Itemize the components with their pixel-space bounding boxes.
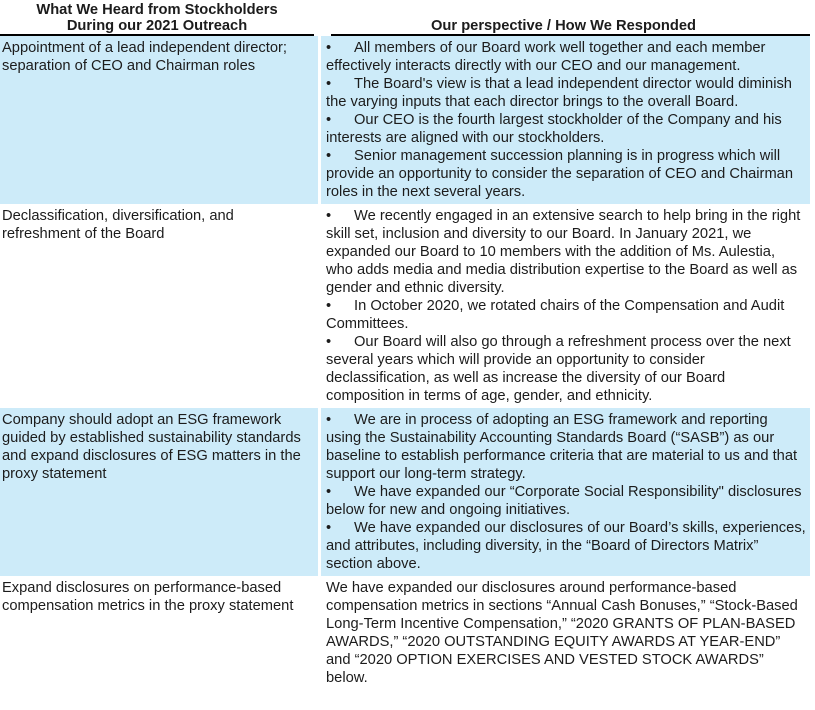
- response-cell: [321, 36, 810, 204]
- response-item-text: Our Board will also go through a refreshment process over the next several years which will provide an opportunity to consider declassification, as well as increase the diversity of our Board composition in terms of age, gender, and ethnicity.: [326, 334, 791, 404]
- header-left-line-1: What We Heard from Stockholders: [36, 2, 278, 18]
- response-item: [326, 333, 806, 405]
- response-item: [326, 39, 806, 75]
- response-item: [326, 579, 806, 687]
- response-item-text: The Board's view is that a lead independent director would diminish the varying inputs that each director brings to the overall Board.: [326, 76, 792, 110]
- response-item-text: We have expanded our “Corporate Social Responsibility" disclosures below for new and ongoing initiatives.: [326, 484, 802, 518]
- response-cell: [321, 408, 810, 576]
- topic-cell: Appointment of a lead independent director; separation of CEO and Chairman roles: [0, 36, 318, 204]
- response-item-text: We have expanded our disclosures around performance-based compensation metrics in sections “Annual Cash Bonuses,” “Stock-Based Long-Term Incentive Compensation,” “2020 GRANTS OF PLAN-BASED AWARDS,” “2020 OUTSTANDING EQUITY AWARDS AT YEAR-END” and “2020 OPTION EXERCISES AND VESTED STOCK AWARDS” below.: [326, 580, 798, 686]
- response-item: [326, 207, 806, 297]
- topic-cell: Company should adopt an ESG framework guided by established sustainability standards and expand disclosures of ESG matters in the proxy statement: [0, 408, 318, 576]
- response-item: [326, 483, 806, 519]
- response-item-text: Our CEO is the fourth largest stockholder of the Company and his interests are aligned with our stockholders.: [326, 112, 782, 146]
- bullet-icon: •: [326, 484, 332, 500]
- response-item: [326, 111, 806, 147]
- bullet-icon: •: [326, 148, 332, 164]
- column-header-right: [317, 0, 810, 36]
- response-item-text: We have expanded our disclosures of our Board’s skills, experiences, and attributes, including diversity, in the “Board of Directors Matrix” section above.: [326, 520, 806, 572]
- bullet-icon: •: [326, 334, 332, 350]
- bullet-icon: •: [326, 298, 332, 314]
- response-item-text: We are in process of adopting an ESG framework and reporting using the Sustainability Accounting Standards Board (“SASB”) as our baseline to establish performance criteria that are material to us and that support our long-term strategy.: [326, 412, 798, 482]
- header-left-line-2: During our 2021 Outreach: [66, 18, 248, 34]
- response-cell: [321, 204, 810, 408]
- topic-cell: Expand disclosures on performance-based compensation metrics in the proxy statement: [0, 576, 318, 690]
- response-item: [326, 297, 806, 333]
- response-item-text: Senior management succession planning is in progress which will provide an opportunity to consider the separation of CEO and Chairman roles in the next several years.: [326, 148, 794, 200]
- column-header-left: [0, 0, 314, 36]
- bullet-icon: •: [326, 112, 332, 128]
- topic-cell: Declassification, diversification, and refreshment of the Board: [0, 204, 318, 408]
- table-row: [0, 36, 815, 204]
- response-item-text: We recently engaged in an extensive search to help bring in the right skill set, inclusion and diversity to our Board. In January 2021, we expanded our Board to 10 members with the addition of Ms. Aulestia, who adds media and media distribution expertise to the Board as well as gender and ethnic diversity.: [326, 208, 801, 296]
- response-item: [326, 147, 806, 201]
- response-item-text: In October 2020, we rotated chairs of the Compensation and Audit Committees.: [326, 298, 785, 332]
- table-row: [0, 204, 815, 408]
- bullet-icon: •: [326, 76, 332, 92]
- header-right-text: Our perspective / How We Responded: [431, 18, 696, 34]
- table-body: [0, 36, 815, 690]
- response-item: [326, 519, 806, 573]
- response-item: [326, 411, 806, 483]
- bullet-icon: •: [326, 208, 332, 224]
- bullet-icon: •: [326, 40, 332, 56]
- table-row: [0, 576, 815, 690]
- response-item-text: All members of our Board work well together and each member effectively interacts directly with our CEO and our management.: [326, 40, 766, 74]
- table-header: [0, 0, 815, 36]
- response-item: [326, 75, 806, 111]
- response-cell: [321, 576, 810, 690]
- table-row: [0, 408, 815, 576]
- bullet-icon: •: [326, 412, 332, 428]
- bullet-icon: •: [326, 520, 332, 536]
